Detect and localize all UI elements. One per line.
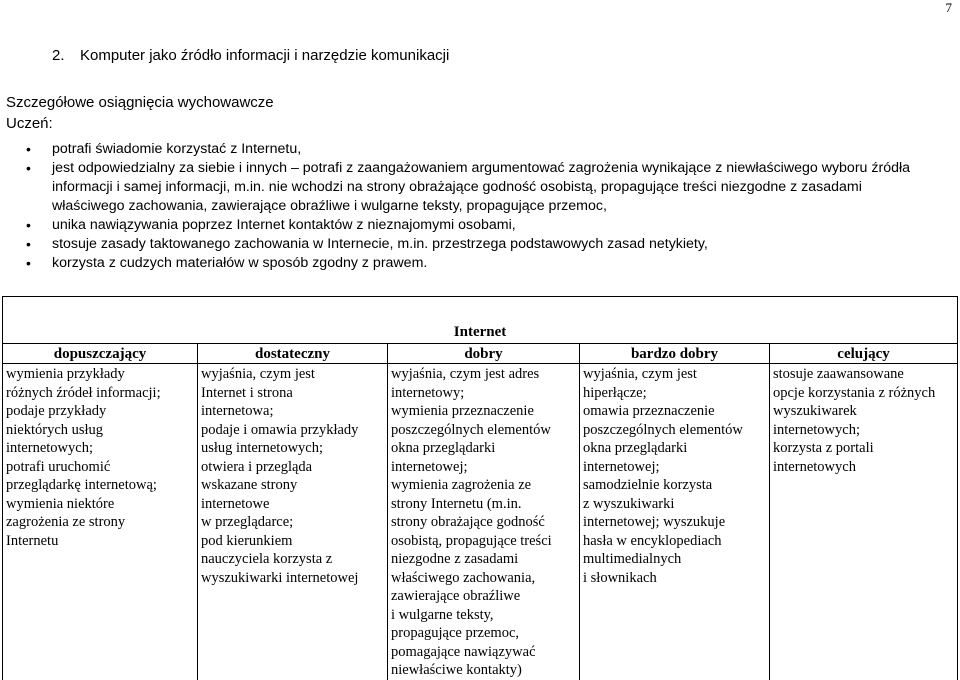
- grade-header: celujący: [770, 344, 958, 364]
- requirement-line: korzysta z portali: [773, 440, 874, 456]
- requirement-line: pomagające nawiązywać: [391, 643, 536, 660]
- section-title: Komputer jako źródło informacji i narzędzie komunikacji: [80, 47, 450, 64]
- requirement-line: internetowy;: [391, 384, 465, 401]
- requirements-cell: [198, 364, 388, 680]
- requirement-line: wymienia przykłady: [6, 366, 125, 382]
- requirement-line: stosuje zaawansowane: [773, 366, 904, 382]
- outcome-line: • unika nawiązywania poprzez Internet kontaktów z nieznajomymi osobami,: [52, 217, 516, 233]
- requirement-line: różnych źródeł informacji;: [6, 384, 161, 401]
- requirement-line: wymienia zagrożenia ze: [391, 477, 532, 493]
- requirement-line: okna przeglądarki: [391, 440, 496, 456]
- outcome-line: • stosuje zasady taktowanego zachowania w Internecie, m.in. przestrzega podstawowych zasad netykiety,: [52, 236, 708, 252]
- requirement-line: internetowych;: [773, 421, 860, 438]
- requirement-line: wymienia niektóre: [6, 495, 115, 512]
- grade-header: dobry: [388, 344, 580, 364]
- grade-header: dopuszczający: [3, 344, 198, 364]
- requirement-line: z wyszukiwarki: [583, 495, 675, 512]
- requirement-line: i wulgarne teksty,: [391, 606, 494, 623]
- requirement-line: internetowej; wyszukuje: [583, 514, 726, 530]
- requirement-line: internetowe: [201, 495, 270, 512]
- grade-header: bardzo dobry: [580, 344, 770, 364]
- requirement-line: osobistą, propagujące treści: [391, 532, 552, 549]
- requirements-row: [3, 364, 958, 680]
- outcome-line: • korzysta z cudzych materiałów w sposób zgodny z prawem.: [52, 255, 428, 271]
- requirement-line: w przeglądarce;: [201, 514, 294, 530]
- requirement-line: nauczyciela korzysta z: [201, 551, 333, 567]
- requirement-line: Internet i strona: [201, 384, 293, 401]
- requirement-line: wyszukiwarek: [773, 403, 857, 419]
- requirements-cell: [580, 364, 770, 680]
- requirement-line: wyjaśnia, czym jest adres: [391, 366, 540, 382]
- requirement-line: Internetu: [6, 532, 59, 549]
- table-title: Internet: [3, 297, 958, 344]
- requirement-line: niektórych usług: [6, 421, 104, 438]
- requirement-line: pod kierunkiem: [201, 532, 293, 549]
- requirement-line: zawierające obraźliwe: [391, 588, 521, 604]
- outcome-item: [20, 140, 955, 159]
- requirement-line: internetowa;: [201, 403, 274, 419]
- requirement-line: omawia przeznaczenie: [583, 403, 715, 419]
- requirement-line: otwiera i przegląda: [201, 458, 313, 475]
- outcome-line: • potrafi świadomie korzystać z Internetu,: [52, 141, 302, 157]
- requirement-line: hiperłącze;: [583, 384, 647, 401]
- requirement-line: poszczególnych elementów: [583, 421, 743, 438]
- requirement-line: internetowych;: [6, 440, 93, 456]
- requirement-line: internetowej;: [391, 458, 468, 475]
- requirement-line: właściwego zachowania,: [391, 569, 536, 586]
- outcome-item: [20, 254, 955, 273]
- requirement-line: samodzielnie korzysta: [583, 477, 713, 493]
- student-label: Uczeń:: [6, 115, 53, 132]
- outcomes-list: [20, 140, 955, 273]
- requirement-line: podaje i omawia przykłady: [201, 421, 359, 438]
- requirement-line: opcje korzystania z różnych: [773, 384, 936, 401]
- section-number: 2.: [52, 47, 65, 64]
- requirement-line: propagujące przemoc,: [391, 625, 520, 641]
- requirement-line: niezgodne z zasadami: [391, 551, 519, 567]
- section-heading: [52, 47, 449, 64]
- requirement-line: internetowych: [773, 458, 856, 475]
- grade-header: dostateczny: [198, 344, 388, 364]
- outcome-item: [20, 159, 955, 216]
- subheading: Szczegółowe osiągnięcia wychowawcze: [6, 94, 274, 111]
- requirement-line: strony Internetu (m.in.: [391, 495, 522, 512]
- requirement-line: niewłaściwe kontakty): [391, 662, 522, 678]
- outcome-line: informacji i samej informacji, m.in. nie wchodzi na strony obrażające godność osobistą, propagujące treści niezgodne z zasadami: [52, 179, 862, 195]
- requirement-line: wskazane strony: [201, 477, 298, 493]
- requirement-line: okna przeglądarki: [583, 440, 688, 456]
- requirements-cell: [3, 364, 198, 680]
- requirement-line: multimedialnych: [583, 551, 682, 567]
- requirement-line: zagrożenia ze strony: [6, 514, 126, 530]
- outcome-line: • jest odpowiedzialny za siebie i innych – potrafi z zaangażowaniem argumentować zagrożenia wynikające z niewłaściwego wyboru źródła: [52, 160, 911, 176]
- outcome-item: [20, 235, 955, 254]
- requirement-line: poszczególnych elementów: [391, 421, 551, 438]
- requirement-line: hasła w encyklopediach: [583, 532, 722, 549]
- page-number: 7: [945, 0, 952, 15]
- requirement-line: strony obrażające godność: [391, 514, 545, 530]
- outcome-item: [20, 216, 955, 235]
- requirements-table: [2, 296, 958, 680]
- requirement-line: potrafi uruchomić: [6, 458, 111, 475]
- requirements-cell: [388, 364, 580, 680]
- requirement-line: wyjaśnia, czym jest: [201, 366, 315, 382]
- requirement-line: internetowej;: [583, 458, 660, 475]
- requirement-line: wyszukiwarki internetowej: [201, 569, 359, 586]
- requirement-line: usług internetowych;: [201, 440, 324, 456]
- requirement-line: i słownikach: [583, 569, 657, 586]
- requirement-line: wyjaśnia, czym jest: [583, 366, 697, 382]
- requirement-line: podaje przykłady: [6, 403, 107, 419]
- requirement-line: przeglądarkę internetową;: [6, 477, 157, 493]
- requirement-line: wymienia przeznaczenie: [391, 403, 534, 419]
- requirements-cell: [770, 364, 958, 680]
- outcome-line: właściwego zachowania, zawierające obraźliwe i wulgarne teksty, propagujące przemoc,: [52, 198, 607, 214]
- grade-header-row: [3, 344, 958, 364]
